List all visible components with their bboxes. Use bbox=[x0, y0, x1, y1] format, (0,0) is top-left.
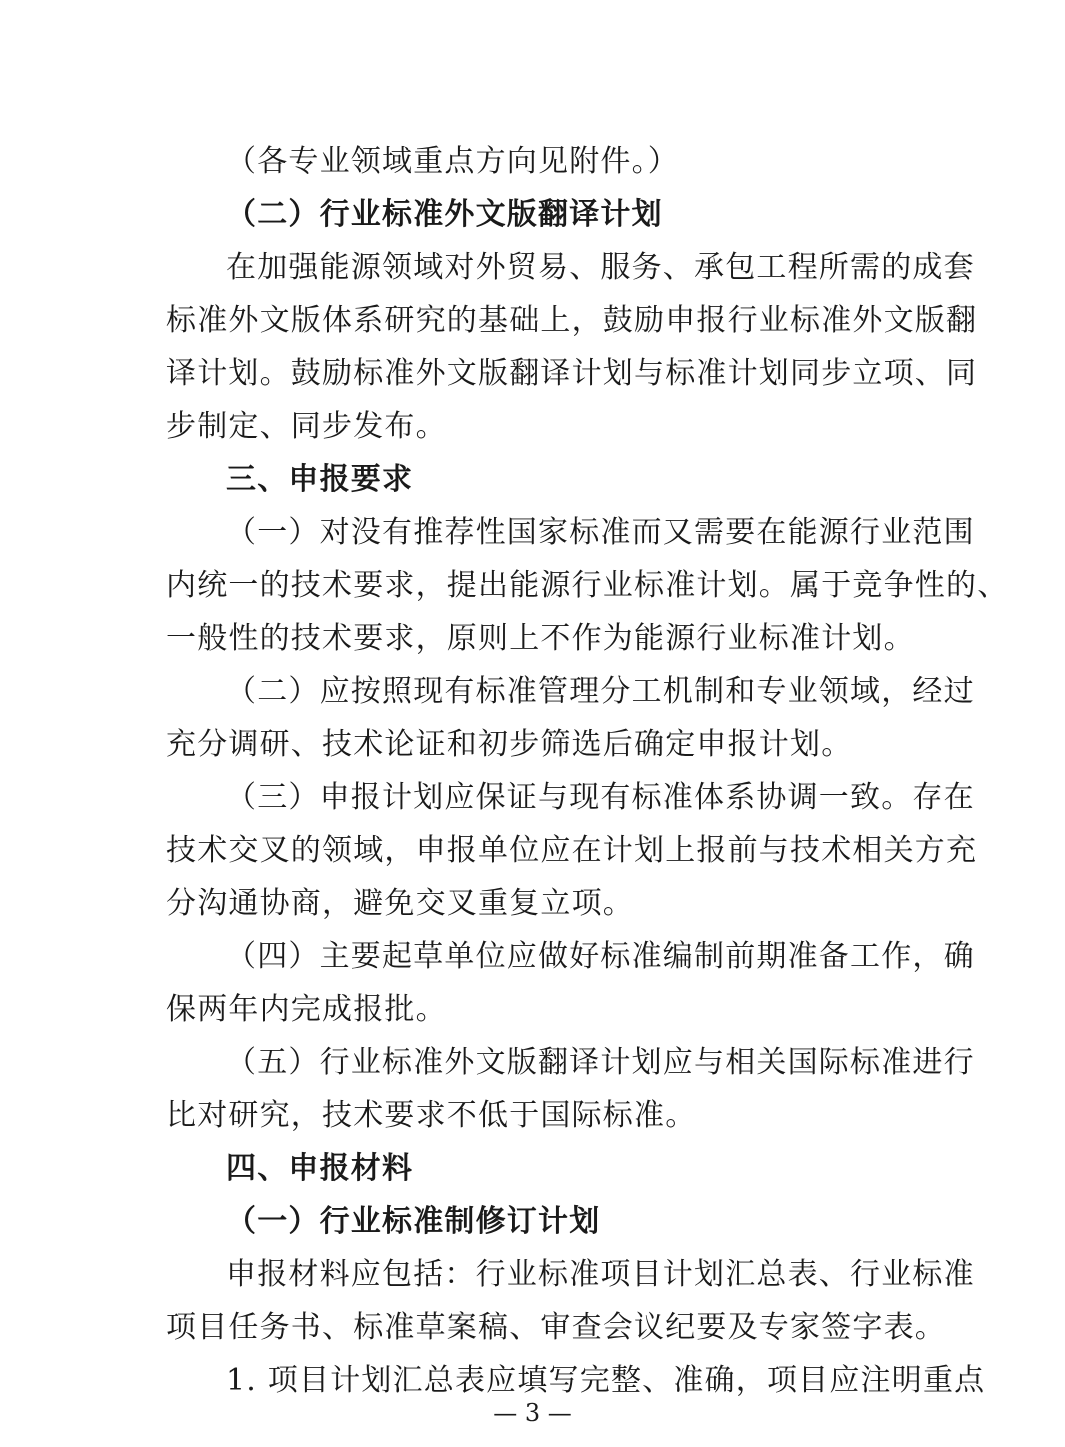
paragraph-line: （四）主要起草单位应做好标准编制前期准备工作，确 bbox=[226, 939, 975, 974]
paragraph-line: 在加强能源领域对外贸易、服务、承包工程所需的成套 bbox=[226, 250, 975, 285]
subheading-revision-plan: （一）行业标准制修订计划 bbox=[226, 1204, 601, 1239]
paragraph-line: 标准外文版体系研究的基础上，鼓励申报行业标准外文版翻 bbox=[166, 303, 978, 338]
paragraph-line: 分沟通协商，避免交叉重复立项。 bbox=[166, 886, 634, 921]
subheading-translation-plan: （二）行业标准外文版翻译计划 bbox=[226, 197, 663, 232]
section-heading-materials: 四、申报材料 bbox=[226, 1151, 414, 1186]
paragraph-line: （二）应按照现有标准管理分工机制和专业领域，经过 bbox=[226, 674, 975, 709]
paragraph-line: 保两年内完成报批。 bbox=[166, 992, 447, 1027]
section-heading-requirements: 三、申报要求 bbox=[226, 462, 414, 497]
paragraph-line: 一般性的技术要求，原则上不作为能源行业标准计划。 bbox=[166, 621, 915, 656]
paragraph-line: （各专业领域重点方向见附件。） bbox=[226, 144, 679, 179]
paragraph-line: 充分调研、技术论证和初步筛选后确定申报计划。 bbox=[166, 727, 853, 762]
paragraph-line: （一）对没有推荐性国家标准而又需要在能源行业范围 bbox=[226, 515, 975, 550]
paragraph-line: 步制定、同步发布。 bbox=[166, 409, 447, 444]
paragraph-line: 内统一的技术要求，提出能源行业标准计划。属于竞争性的、 bbox=[166, 568, 1009, 603]
paragraph-line: 译计划。鼓励标准外文版翻译计划与标准计划同步立项、同 bbox=[166, 356, 978, 391]
paragraph-line: 比对研究，技术要求不低于国际标准。 bbox=[166, 1098, 697, 1133]
page-number: — 3 — bbox=[493, 1399, 572, 1427]
paragraph-line: 技术交叉的领域，申报单位应在计划上报前与技术相关方充 bbox=[166, 833, 978, 868]
paragraph-line: 申报材料应包括：行业标准项目计划汇总表、行业标准 bbox=[226, 1257, 975, 1292]
paragraph-line: 项目任务书、标准草案稿、审查会议纪要及专家签字表。 bbox=[166, 1310, 946, 1345]
paragraph-line: （五）行业标准外文版翻译计划应与相关国际标准进行 bbox=[226, 1045, 975, 1080]
paragraph-line: 1. 项目计划汇总表应填写完整、准确，项目应注明重点 bbox=[226, 1363, 986, 1398]
paragraph-line: （三）申报计划应保证与现有标准体系协调一致。存在 bbox=[226, 780, 975, 815]
